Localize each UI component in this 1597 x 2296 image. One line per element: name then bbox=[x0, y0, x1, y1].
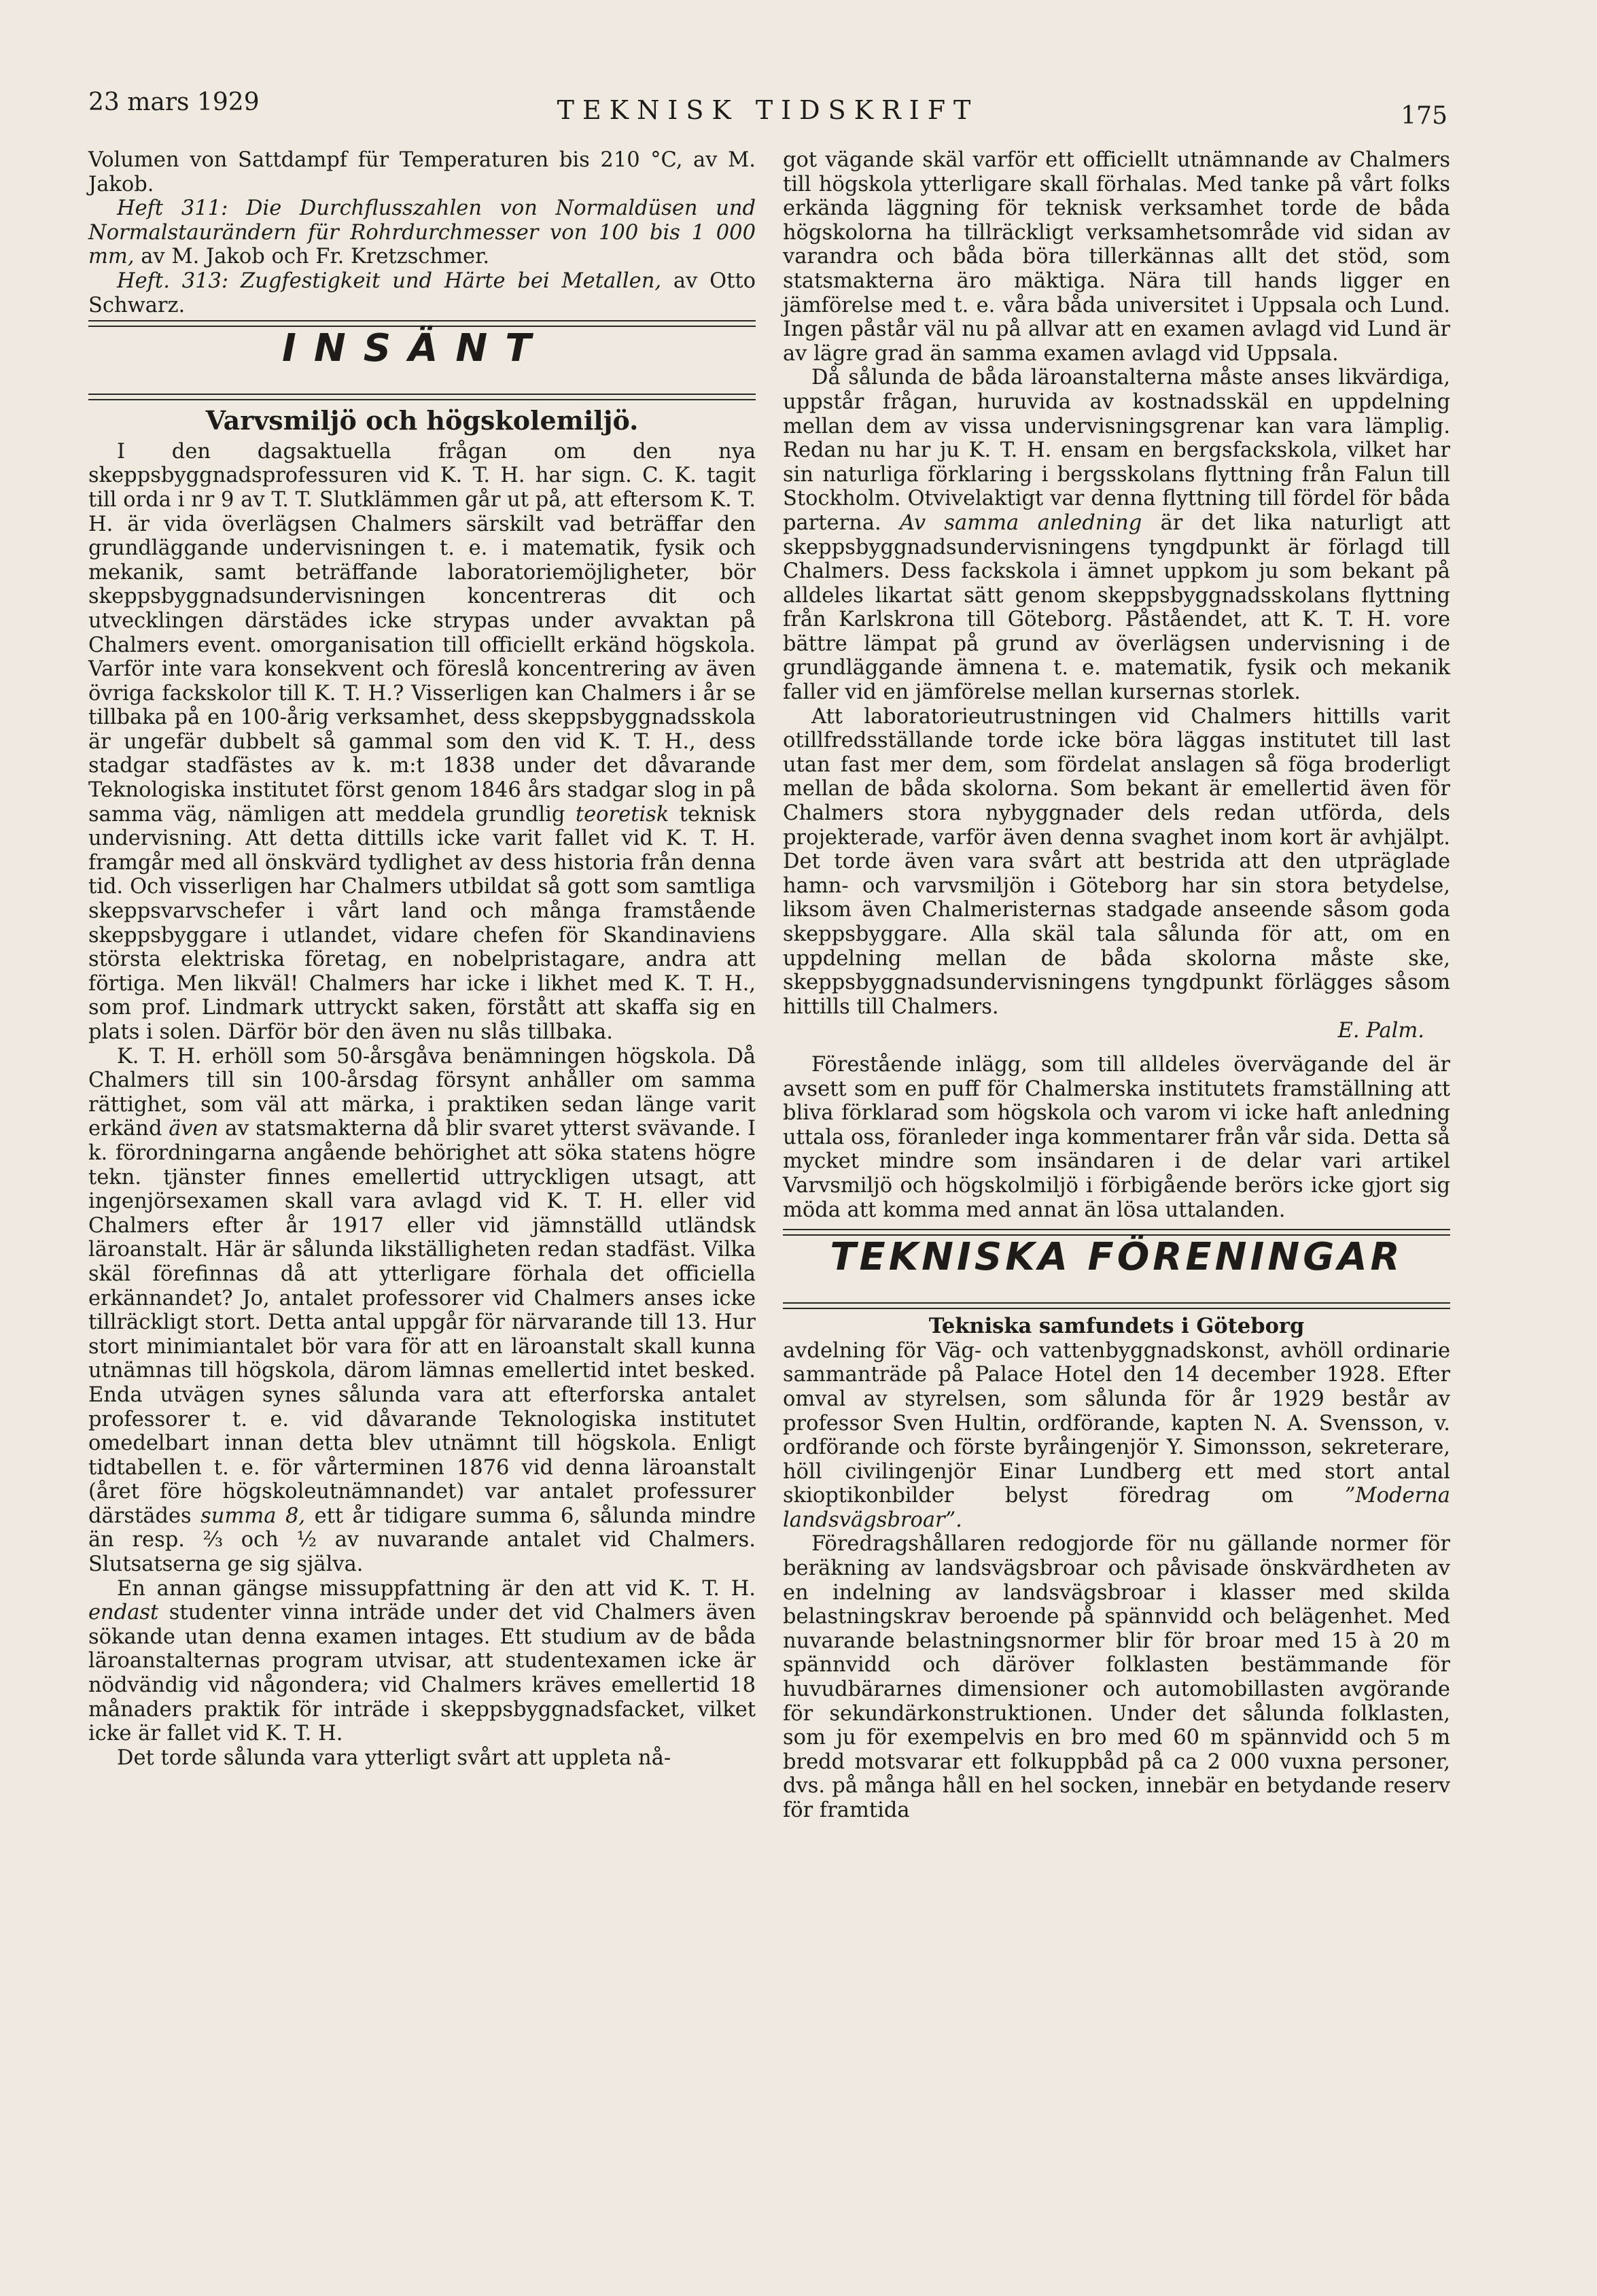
foreningar-banner bbox=[783, 1229, 1450, 1309]
article-paragraph-4: Det torde sålunda vara ytterligt svårt att uppleta nå- bbox=[117, 1745, 671, 1770]
article-continuation-2: Då sålunda de båda läroanstalterna måste anses likvärdiga, uppstår frågan, huruvida av kostnadsskäl en uppdelning mellan dem av vissa undervisningsgrenar kan vara lämplig. Redan nu har ju K. T. H. ensam en bergsfackskola, vilket har sin naturliga förklaring i bergsskolans flyttning från Falun till Stockholm. Otvivelaktigt var denna flyttning till fördel för båda parterna. Av samma anledning är det lika naturligt att skeppsbyggnadsundervisningens tyngdpunkt är förlagd till Chalmers. Dess fackskola i ämnet uppkom ju som bekant på alldeles likartat sätt genom skeppsbyggnadsskolans flyttning från Karlskrona till Göteborg. Påståendet, att K. T. H. vore bättre lämpat på grund av överlägsen undervisning i de grundläggande ämnena t. e. matematik, fysik och mekanik faller vid en jämförelse mellan kursernas storlek. bbox=[783, 366, 1450, 705]
reference-intro: Volumen von Sattdampf für Temperaturen bis 210 °C, av M. Jakob. bbox=[88, 148, 756, 196]
foreningar-heading: TEKNISKA FÖRENINGAR bbox=[830, 1235, 1403, 1280]
author-signature: E. Palm. bbox=[1337, 1019, 1424, 1043]
article-continuation-3: Att laboratorieutrustningen vid Chalmers hittills varit otillfredsställande torde icke böra läggas institutet till last utan fast mer dem, som fördelat anslagen så föga broderligt mellan de båda skolorna. Som bekant är emellertid även för Chalmers stora nybyggnader dels redan utförda, dels projekterade, varför även denna svaghet inom kort är avhjälpt. Det torde även vara svårt att bestrida att den utpräglade hamn- och varvsmiljön i Göteborg har sin stora betydelse, liksom även Chalmeristernas stadgade anseende såsom goda skeppsbyggare. Alla skäl tala sålunda för att, om en uppdelning mellan de båda skolorna måste ske, skeppsbyggnadsundervisningens tyngdpunkt förlägges såsom hittills till Chalmers. bbox=[783, 704, 1450, 1019]
article-paragraph-2: K. T. H. erhöll som 50-årsgåva benämningen högskola. Då Chalmers till sin 100-årsdag försynt anhåller om samma rättighet, som väl att märka, i praktiken sedan länge varit erkänd även av statsmakterna då blir svaret ytterst svävande. I k. förordningarna angående behörighet att söka statens högre tekn. tjänster finnes emellertid uttryckligen utsagt, att ingenjörsexamen skall vara avlagd vid K. T. H. eller vid Chalmers efter år 1917 eller vid jämnställd utländsk läroanstalt. Här är sålunda likställigheten redan stadfäst. Vilka skäl förefinnas då att ytterligare förhala det officiella erkännandet? Jo, antalet professorer vid Chalmers anses icke tillräckligt stort. Detta antal uppgår för närvarande till 13. Hur stort minimiantalet bör vara för att en läroanstalt skall kunna utnämnas till högskola, därom lämnas emellertid intet besked. Enda utvägen synes sålunda vara att efterforska antalet professorer t. e. vid dåvarande Teknologiska institutet omedelbart innan detta blev utnämnt till högskola. Enligt tidtabellen t. e. för vårterminen 1876 vid denna läroanstalt (året före högskoleutnämnandet) var antalet professurer därstädes summa 8, ett år tidigare summa 6, sålunda mindre än resp. ⅔ och ½ av nuvarande antalet vid Chalmers. Slutsatserna ge sig själva. bbox=[88, 1044, 756, 1577]
insant-banner bbox=[88, 320, 756, 400]
page-number: 175 bbox=[1401, 102, 1447, 130]
left-column bbox=[88, 148, 756, 1770]
insant-heading: INSÄNT bbox=[282, 326, 549, 371]
heft-311-title: Heft 311: Die Durchflusszahlen von Normaldüsen und Normalstaurändern für Rohrdurchmesser von 100 bis 1 000 mm, bbox=[88, 196, 756, 269]
heft-311-authors: av M. Jakob och Fr. Kretzschmer. bbox=[141, 245, 490, 269]
reference-heft-313 bbox=[88, 269, 756, 317]
page-header bbox=[88, 88, 1447, 129]
heft-313-authors: av Otto Schwarz. bbox=[88, 268, 756, 317]
society-report-paragraph: avdelning för Väg- och vattenbyggnadskonst, avhöll ordinarie sammanträde på Palace Hotel den 14 december 1928. Efter omval av styrelsen, som sålunda för år 1929 består av professor Sven Hultin, ordförande, kapten N. A. Svensson, v. ordförande och förste byråingenjör Y. Simonsson, sekreterare, höll civilingenjör Einar Lundberg ett med stort antal skioptikonbilder belyst föredrag om ”Moderna landsvägsbroar”. bbox=[783, 1338, 1450, 1532]
article-title: Varvsmiljö och högskolemiljö. bbox=[205, 405, 639, 436]
right-column bbox=[783, 148, 1450, 1823]
article-paragraph-3: En annan gängse missuppfattning är den att vid K. T. H. endast studenter vinna inträde under det vid Chalmers även sökande utan denna examen intages. Ett studium av de båda läroanstalternas program utvisar, att studentexamen icke är nödvändig vid någondera; vid Chalmers kräves emellertid 18 månaders praktik för inträde i skeppsbyggnadsfacket, vilket icke är fallet vid K. T. H. bbox=[88, 1576, 756, 1746]
article-paragraph-1: I den dagsaktuella frågan om den nya skeppsbyggnadsprofessuren vid K. T. H. har sign. C. K. tagit till orda i nr 9 av T. T. Slutklämmen går ut på, att eftersom K. T. H. är vida överlägsen Chalmers särskilt vad beträffar den grundläggande undervisningen t. e. i matematik, fysik och mekanik, samt beträffande laboratoriemöjligheter, bör skeppsbyggnadsundervisningen koncentreras dit och utvecklingen därstädes icke strypas under avvaktan på Chalmers event. omorganisation till officiellt erkänd högskola. Varför inte vara konsekvent och föreslå koncentrering av även övriga fackskolor till K. T. H.? Visserligen kan Chalmers i år se tillbaka på en 100-årig verksamhet, dess skeppsbyggnadsskola är ungefär dubbelt så gammal som den vid K. T. H., dess stadgar stadfästes av k. m:t 1838 under det dåvarande Teknologiska institutet först genom 1846 års stadgar slog in på samma väg, nämligen att meddela grundlig teoretisk teknisk undervisning. Att detta dittills icke varit fallet vid K. T. H. framgår med all önskvärd tydlighet av dess historia från denna tid. Och visserligen har Chalmers utbildat så gott som samtliga skeppsvarvschefer i vårt land och många framstående skeppsbyggare i utlandet, vidare chefen för Skandinaviens största elektriska företag, en nobelpristagare, andra att förtiga. Men likväl! Chalmers har icke i likhet med K. T. H., som prof. Lindmark uttryckt saken, förstått att skaffa sig en plats i solen. Därför bör den även nu slås tillbaka. bbox=[88, 439, 756, 1044]
society-subheading: Tekniska samfundets i Göteborg bbox=[928, 1314, 1305, 1339]
header-date: 23 mars 1929 bbox=[88, 88, 260, 116]
article-continuation-1: got vägande skäl varför ett officiellt utnämnande av Chalmers till högskola ytterligare skall förhalas. Med tanke på vårt folks erkända läggning för teknisk verksamhet torde de båda högskolorna ha tillräckligt verksamhetsområde vid sidan av varandra och båda böra tillerkännas allt det stöd, som statsmakterna äro mäktiga. Nära till hands ligger en jämförelse med t. e. våra båda universitet i Uppsala och Lund. Ingen påstår väl nu på allvar att en examen avlagd vid Lund är av lägre grad än samma examen avlagd vid Uppsala. bbox=[783, 148, 1450, 366]
reference-heft-311 bbox=[88, 196, 756, 269]
journal-title: TEKNISK TIDSKRIFT bbox=[557, 95, 979, 125]
editorial-comment: Förestående inlägg, som till alldeles övervägande del är avsett som en puff för Chalmerska institutets framställning att bliva förklarad som högskola och varom vi icke haft anledning uttala oss, föranleder inga kommentarer från vår sida. Detta så mycket mindre som insändaren i de delar vari artikel Varvsmiljö och högskolmiljö i förbigående berörs icke gjort sig möda att komma med annat än lösa uttalanden. bbox=[783, 1052, 1450, 1222]
heft-313-title: Heft. 313: Zugfestigkeit und Härte bei Metallen, bbox=[117, 268, 662, 293]
lecture-summary-paragraph: Föredragshållaren redogjorde för nu gällande normer för beräkning av landsvägsbroar och påvisade önskvärdheten av en indelning av landsvägsbroar i klasser med skilda belastningskrav beroende på spännvidd och belägenhet. Med nuvarande belastningsnormer blir för broar med 15 à 20 m spännvidd och däröver folklasten bestämmande för huvudbärarnes dimensioner och automobillasten avgörande för sekundärkonstruktionen. Under det sålunda folklasten, som ju för exempelvis en bro med 60 m spännvidd och 5 m bredd motsvarar ett folkuppbåd på ca 2 000 vuxna personer, dvs. på många håll en hel socken, innebär en betydande reserv för framtida bbox=[783, 1532, 1450, 1822]
